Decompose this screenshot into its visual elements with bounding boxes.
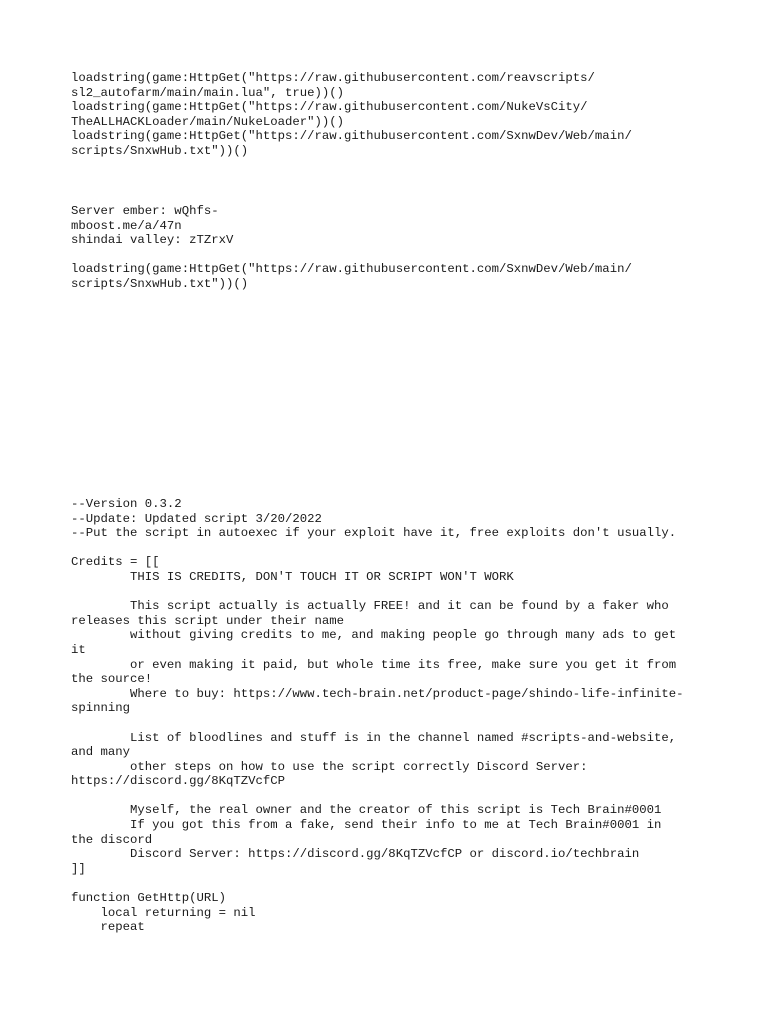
script-source-block: --Version 0.3.2 --Update: Updated script 3/20/2022 --Put the script in autoexec if your exploit have it, free exploits don't usually. Credits = [[ THIS IS CREDITS, DON'T TOUCH IT OR SCRIPT WON'T WORK This script actually is actually FREE! and it can be found by a faker who releases this script under their name without giving credits to me, and making people go through many ads to get it or even making it paid, but whole time its free, make sure you get it from the source! Where to buy: https://www.tech-brain.net/product-page/shindo-life-infinite- spinning List of bloodlines and stuff is in the channel named #scripts-and-website, and many other steps on how to use the script correctly Discord Server: https://discord.gg/8KqTZVcfCP Myself, the real owner and the creator of this script is Tech Brain#0001 If you got this from a fake, send their info to me at Tech Brain#0001 in the discord Discord Server: https://discord.gg/8KqTZVcfCP or discord.io/techbrain ]] function GetHttp(URL) local returning = nil repeat [71,497,684,935]
server-codes-block: Server ember: wQhfs- mboost.me/a/47n shindai valley: zTZrxV [71,204,234,248]
loadstring-repeat-block: loadstring(game:HttpGet("https://raw.githubusercontent.com/SxnwDev/Web/main/ scripts/SnxwHub.txt"))() [71,262,632,291]
loadstring-code-block: loadstring(game:HttpGet("https://raw.githubusercontent.com/reavscripts/ sl2_autofarm/main/main.lua", true))() loadstring(game:HttpGet("https://raw.githubusercontent.com/NukeVsCity/ TheALLHACKLoader/main/NukeLoader"))() loadstring(game:HttpGet("https://raw.githubusercontent.com/SxnwDev/Web/main/ scripts/SnxwHub.txt"))() [71,71,632,158]
